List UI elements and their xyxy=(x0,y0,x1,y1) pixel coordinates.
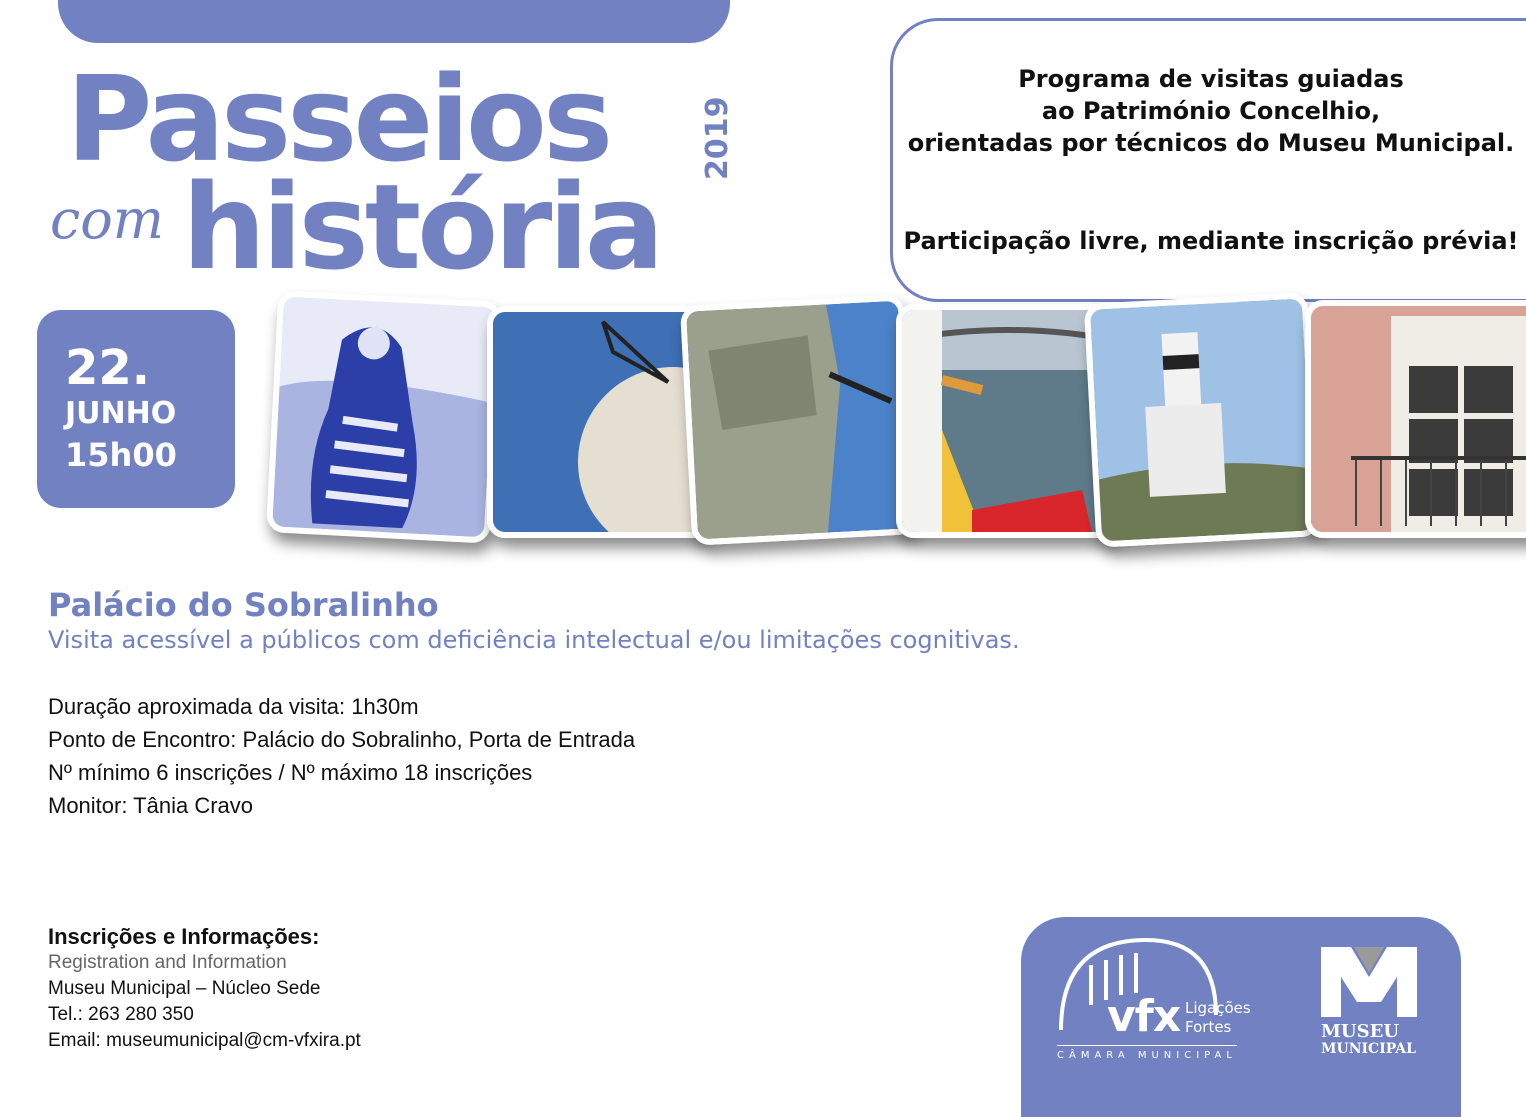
date-time: 15h00 xyxy=(65,436,177,474)
contact-title: Inscrições e Informações: xyxy=(48,924,320,949)
info-line-3: orientadas por técnicos do Museu Municipal. xyxy=(907,129,1515,157)
title-year: 2019 xyxy=(700,96,735,180)
contact-place: Museu Municipal – Núcleo Sede xyxy=(48,978,321,999)
stone-sculpture-icon xyxy=(680,294,916,545)
camara-municipal-text: CÂMARA MUNICIPAL xyxy=(1057,1045,1237,1061)
vfx-logo: vfx xyxy=(1107,991,1181,1042)
window-balcony-icon xyxy=(1305,300,1526,538)
vfx-tag-1: Ligações xyxy=(1185,999,1251,1017)
detail-capacity: Nº mínimo 6 inscrições / Nº máximo 18 inscrições xyxy=(48,760,533,785)
title-passeios: Passeios xyxy=(66,50,610,188)
venue-subtitle: Visita acessível a públicos com deficiência intelectual e/ou limitações cognitivas. xyxy=(48,626,1020,654)
vfx-tag-2: Fortes xyxy=(1185,1018,1232,1036)
info-line-4: Participação livre, mediante inscrição prévia! xyxy=(903,227,1519,255)
top-decorative-tab xyxy=(58,0,730,43)
title-historia: história xyxy=(182,158,661,296)
contact-phone: Tel.: 263 280 350 xyxy=(48,1004,194,1025)
sundial-icon xyxy=(487,306,711,538)
title-com: com xyxy=(50,188,164,251)
detail-monitor: Monitor: Tânia Cravo xyxy=(48,793,254,818)
museu-m-icon xyxy=(1321,947,1417,1017)
info-line-2: ao Património Concelhio, xyxy=(1041,97,1381,125)
date-box xyxy=(37,310,235,508)
info-line-1: Programa de visitas guiadas xyxy=(1018,65,1404,93)
venue-title: Palácio do Sobralinho xyxy=(48,586,439,624)
program-info-box xyxy=(890,18,1526,302)
marker-post-icon xyxy=(1084,292,1320,547)
date-day: 22. xyxy=(65,340,151,396)
contact-subtitle: Registration and Information xyxy=(48,952,287,973)
detail-duration: Duração aproximada da visita: 1h30m xyxy=(48,694,419,719)
detail-meeting-point: Ponto de Encontro: Palácio do Sobralinho, Porta de Entrada xyxy=(48,727,636,752)
museu-logo-line-2: MUNICIPAL xyxy=(1321,1041,1416,1057)
museu-logo-line-1: MUSEU xyxy=(1321,1021,1400,1042)
logos-panel xyxy=(1021,917,1461,1117)
contact-email[interactable]: Email: museumunicipal@cm-vfxira.pt xyxy=(48,1030,361,1051)
azulejo-icon xyxy=(266,290,502,543)
date-month: JUNHO xyxy=(65,396,177,431)
